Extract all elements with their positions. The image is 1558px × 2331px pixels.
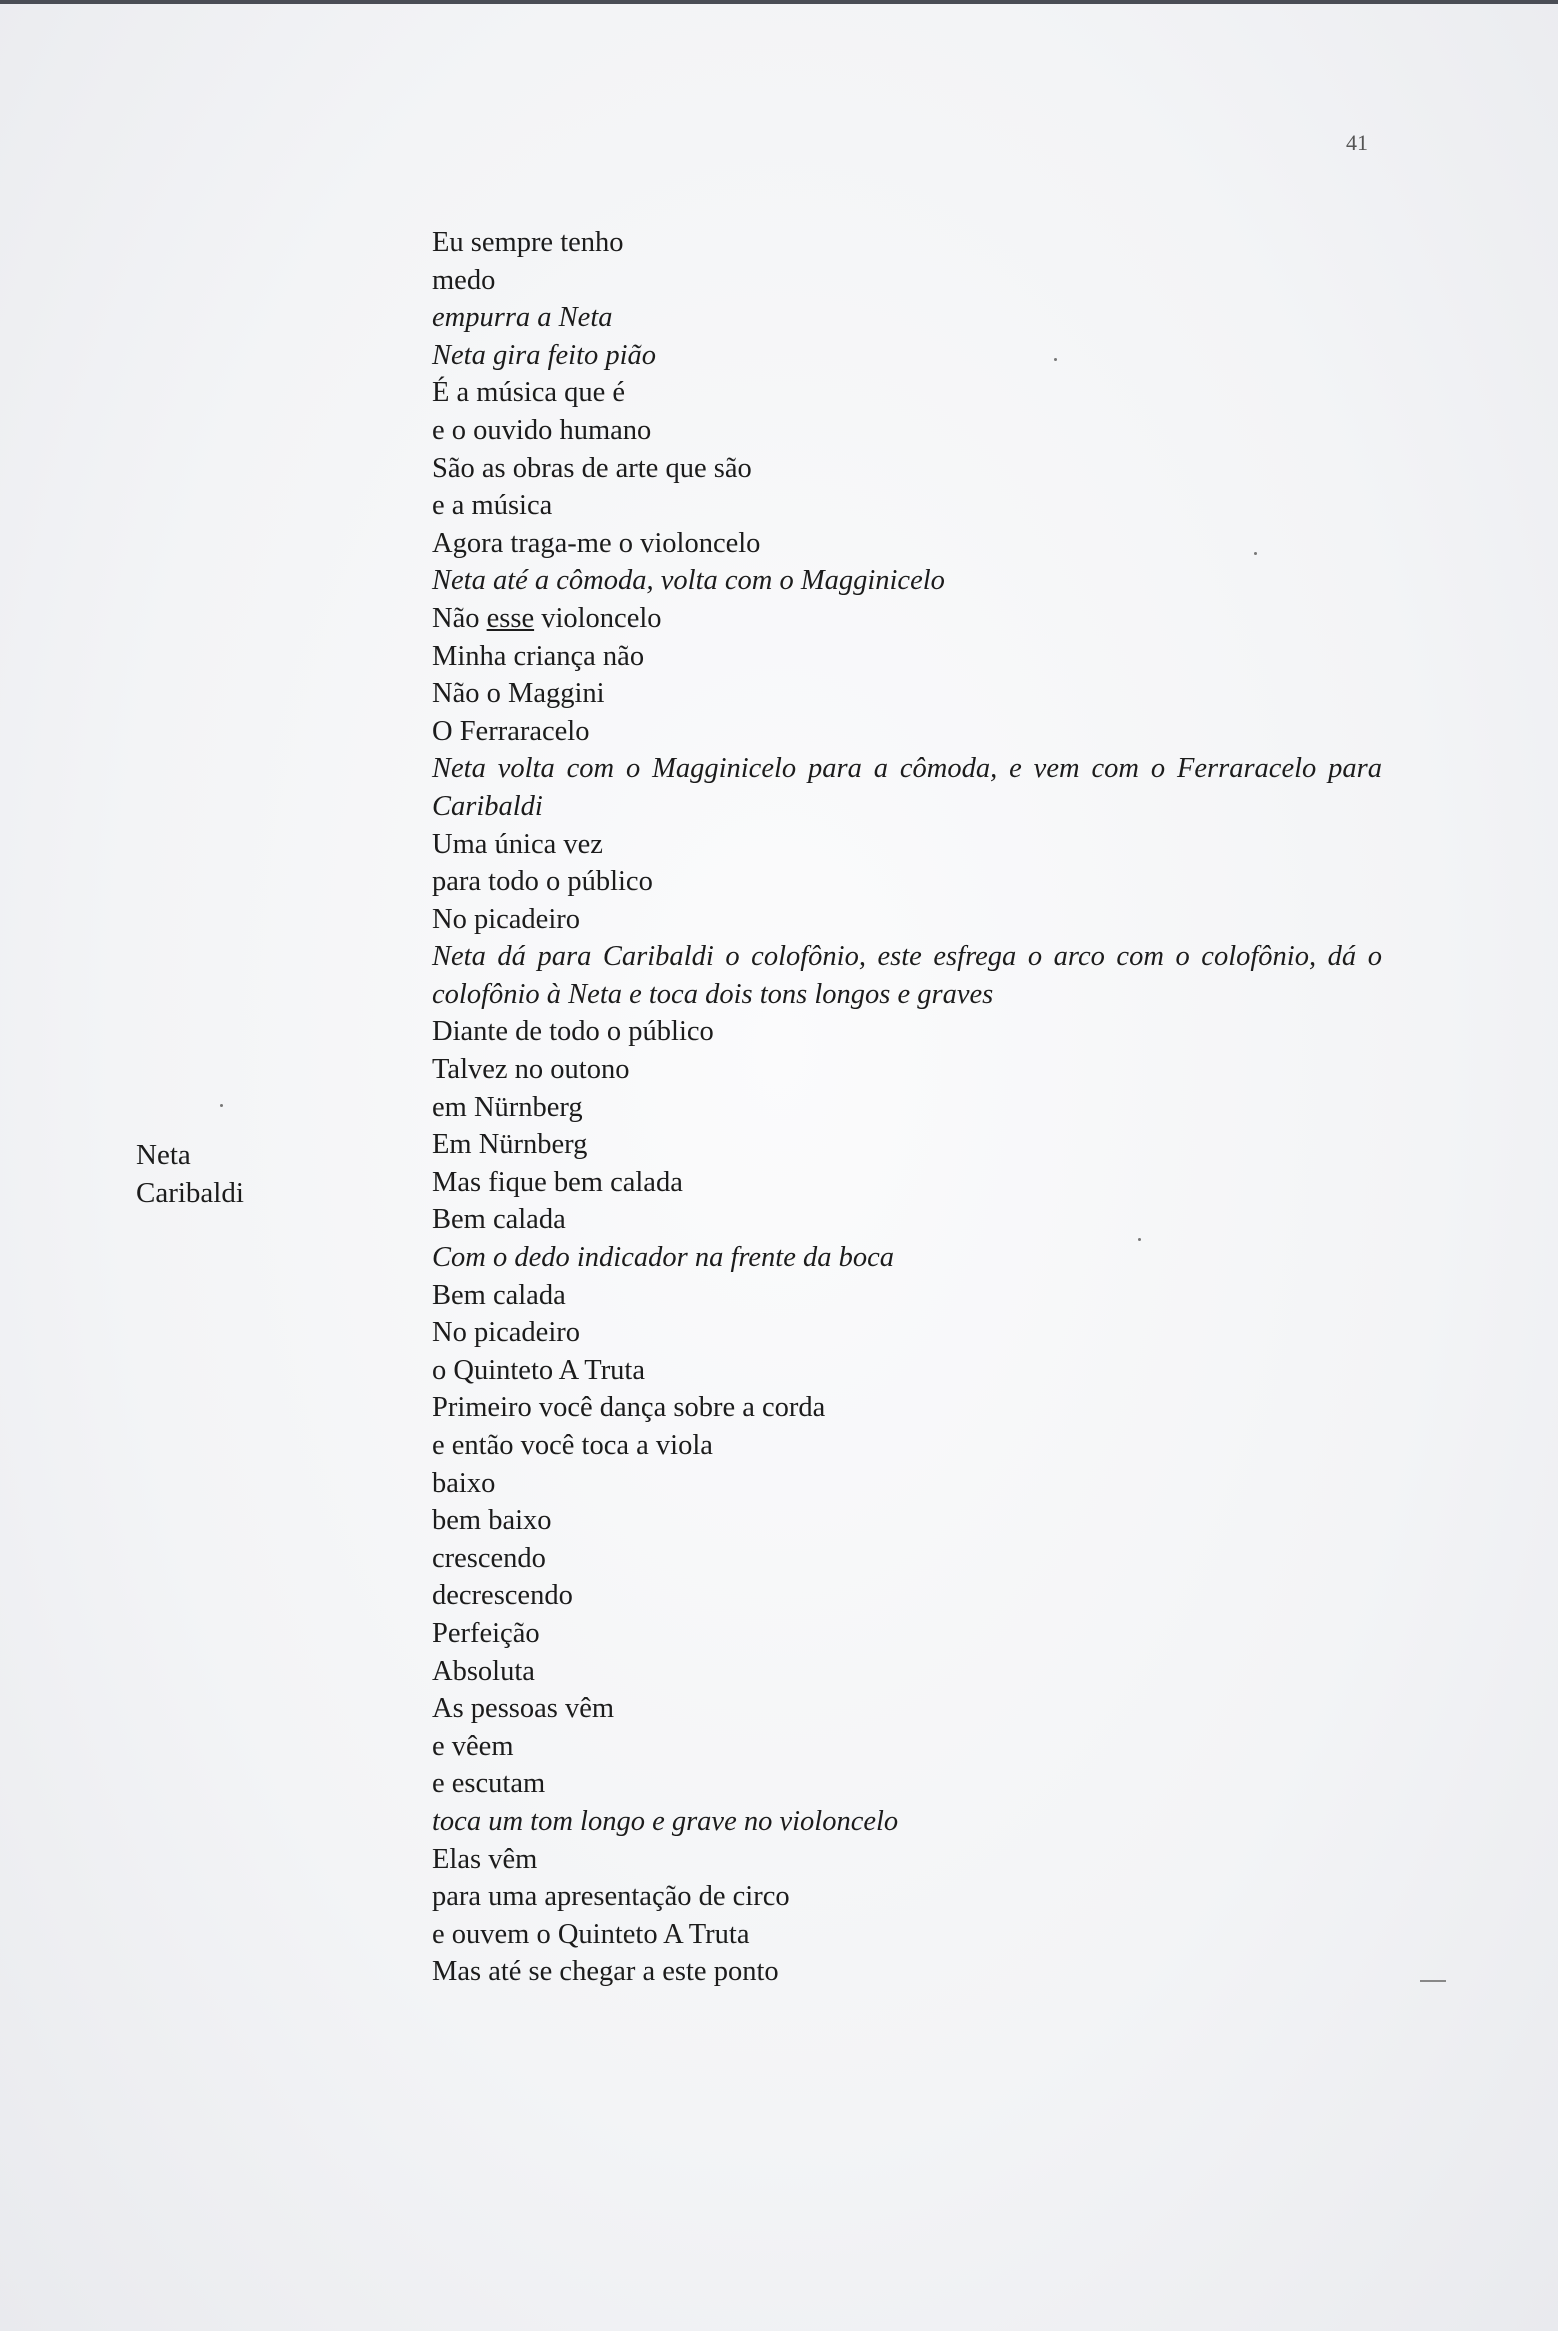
line-fragment: Não xyxy=(432,602,487,634)
dialogue-line: Não o Maggini xyxy=(432,678,605,710)
dialogue-line: São as obras de arte que são xyxy=(432,452,752,484)
dialogue-line: para uma apresentação de circo xyxy=(432,1881,790,1913)
margin-mark xyxy=(1420,1980,1446,1982)
dialogue-line: As pessoas vêm xyxy=(432,1693,615,1725)
dialogue-line: para todo o público xyxy=(432,866,653,898)
stage-direction: toca um tom longo e grave no violoncelo xyxy=(432,1805,899,1837)
dialogue-line: Perfeição xyxy=(432,1617,540,1649)
stage-direction: Neta dá para Caribaldi o colofônio, este esfrega o arco com o colofônio, dá o colofônio à Neta e toca dois tons longos e graves xyxy=(432,941,1382,1010)
dialogue-line: Talvez no outono xyxy=(432,1054,630,1086)
dialogue-line: crescendo xyxy=(432,1542,546,1574)
dialogue-line: Primeiro você dança sobre a corda xyxy=(432,1392,826,1424)
paper-speck xyxy=(220,1104,223,1107)
dialogue-line: Minha criança não xyxy=(432,640,645,672)
dialogue-line: Absoluta xyxy=(432,1655,535,1687)
paper-speck xyxy=(1054,358,1057,361)
speaker-name: Neta xyxy=(136,1139,191,1171)
dialogue-line: e ouvem o Quinteto A Truta xyxy=(432,1918,750,1950)
dialogue-line: Bem calada xyxy=(432,1204,566,1236)
line-fragment: violoncelo xyxy=(534,602,662,634)
dialogue-line xyxy=(432,600,1392,638)
paper-speck xyxy=(1254,552,1257,555)
paper-speck xyxy=(1138,1238,1141,1241)
dialogue-line: Mas fique bem calada xyxy=(432,1166,683,1198)
dialogue-line: Elas vêm xyxy=(432,1843,538,1875)
stage-direction: Neta até a cômoda, volta com o Magginicelo xyxy=(432,565,945,597)
dialogue-line: Mas até se chegar a este ponto xyxy=(432,1956,779,1988)
dialogue-line: Bem calada xyxy=(432,1279,566,1311)
dialogue-line: e então você toca a viola xyxy=(432,1430,713,1461)
stage-direction: Neta gira feito pião xyxy=(432,339,657,371)
dialogue-line: O Ferraracelo xyxy=(432,715,590,747)
dialogue-line: Eu sempre tenho xyxy=(432,227,624,258)
dialogue-line: Diante de todo o público xyxy=(432,1016,714,1048)
speaker-name: Caribaldi xyxy=(136,1177,244,1209)
dialogue-line: e vêem xyxy=(432,1730,514,1762)
dialogue-line: e a música xyxy=(432,490,553,522)
dialogue-line: o Quinteto A Truta xyxy=(432,1354,645,1386)
dialogue-line: medo xyxy=(432,264,496,296)
dialogue-line: e escutam xyxy=(432,1768,546,1800)
dialogue-line: No picadeiro xyxy=(432,903,580,935)
dialogue-line: Agora traga-me o violoncelo xyxy=(432,527,761,559)
dialogue-line: É a música que é xyxy=(432,377,626,409)
dialogue-line: em Nürnberg xyxy=(432,1091,583,1123)
dialogue-line: No picadeiro xyxy=(432,1317,580,1349)
dialogue-line: decrescendo xyxy=(432,1580,573,1612)
underlined-word: esse xyxy=(486,602,535,634)
page-top-edge xyxy=(0,0,1558,4)
dialogue-line: Em Nürnberg xyxy=(432,1129,588,1161)
page-number: 41 xyxy=(1346,130,1368,155)
dialogue-line: Uma única vez xyxy=(432,828,603,860)
dialogue-line: bem baixo xyxy=(432,1505,552,1537)
stage-direction: Com o dedo indicador na frente da boca xyxy=(432,1242,895,1274)
script-text xyxy=(432,224,1392,1991)
stage-direction: Neta volta com o Magginicelo para a cômoda, e vem com o Ferraracelo para Caribaldi xyxy=(432,753,1382,822)
stage-direction: empurra a Neta xyxy=(432,302,613,334)
speaker-names xyxy=(136,1136,244,1212)
dialogue-line: baixo xyxy=(432,1467,496,1499)
dialogue-line: e o ouvido humano xyxy=(432,414,652,446)
